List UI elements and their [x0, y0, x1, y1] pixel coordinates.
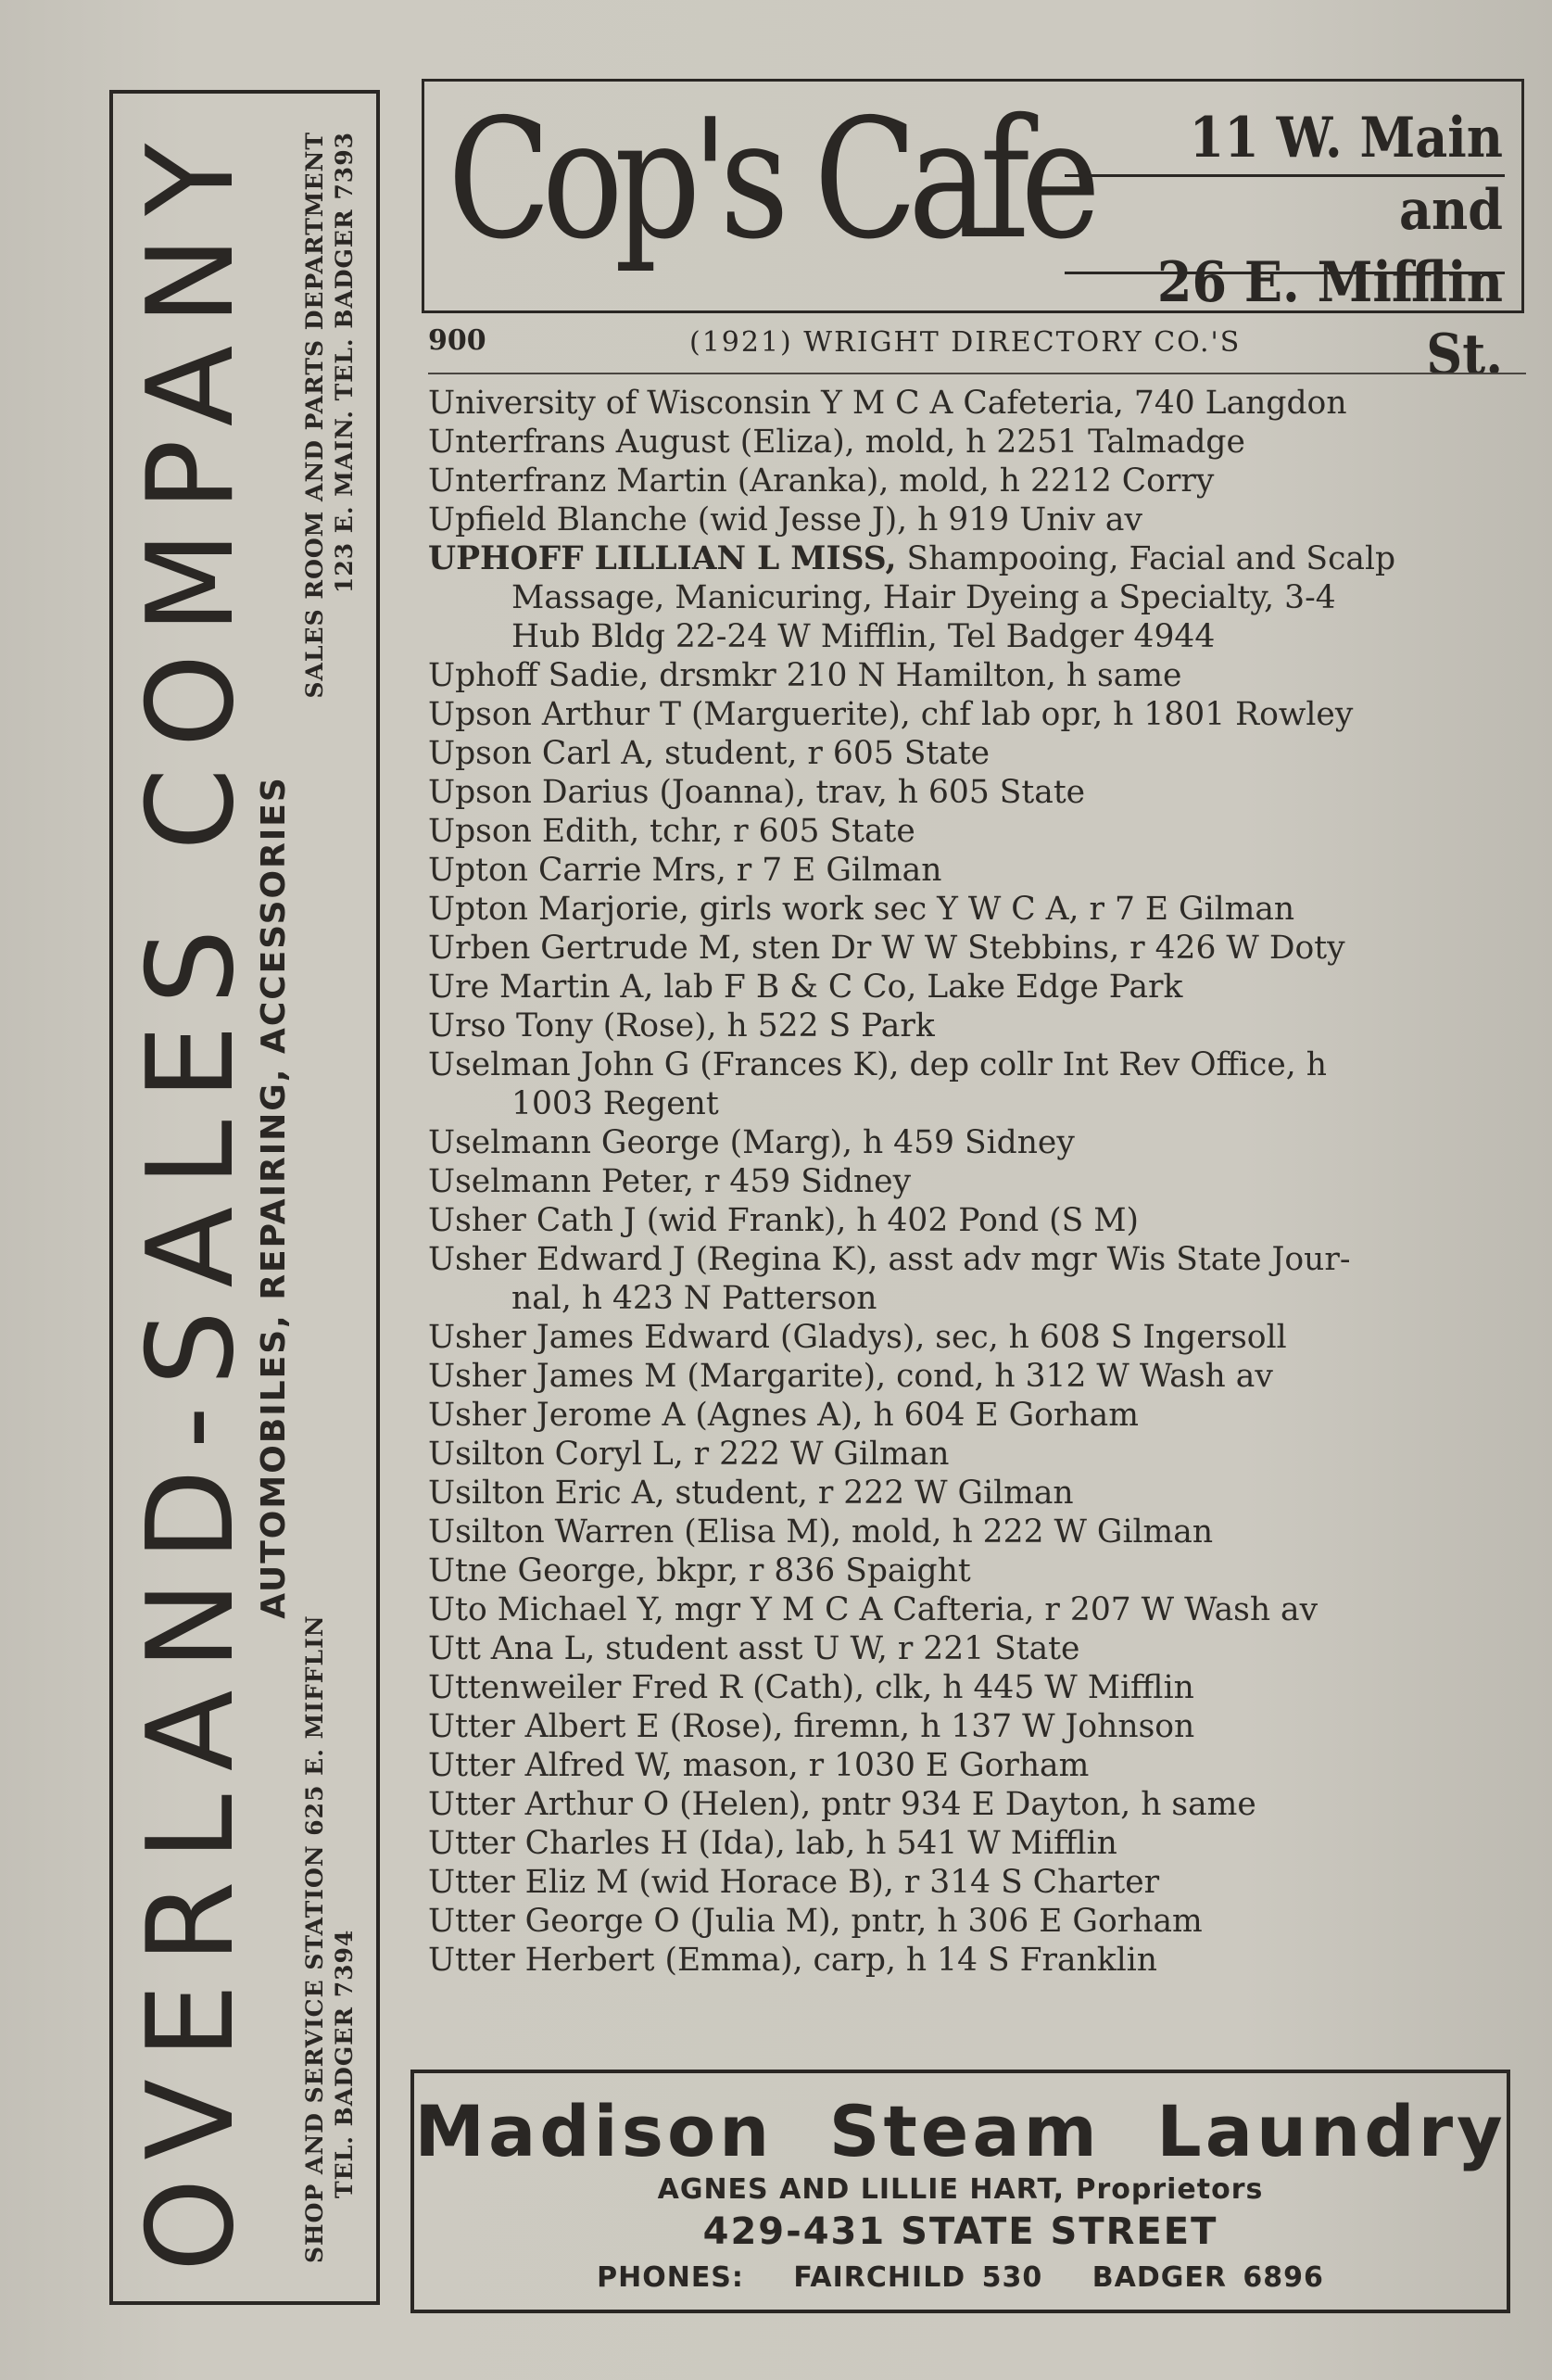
- cops-cafe-rule-2: [1065, 272, 1505, 274]
- entry-line: [428, 462, 1540, 500]
- directory-entry: [428, 773, 1540, 812]
- directory-entry: [428, 1551, 1540, 1590]
- overland-sales-ad: [109, 90, 380, 2305]
- entry-text: Upton Carrie Mrs, r 7 E Gilman: [428, 852, 942, 889]
- entry-line: [428, 656, 1540, 695]
- entry-line: [428, 1629, 1540, 1668]
- entry-text: Upson Edith, tchr, r 605 State: [428, 813, 915, 850]
- directory-entry: [428, 1902, 1540, 1941]
- entry-line: [428, 773, 1540, 812]
- directory-entry: [428, 656, 1540, 695]
- entry-line: [428, 1863, 1540, 1902]
- running-header: (1921) WRIGHT DIRECTORY CO.'S: [689, 326, 1242, 359]
- entry-line: [428, 1435, 1540, 1474]
- cops-cafe-name: Cop's Cafe: [448, 83, 1092, 275]
- laundry-name: Madison Steam Laundry: [414, 2090, 1507, 2172]
- entry-line: [428, 1045, 1540, 1084]
- directory-entry: [428, 1474, 1540, 1513]
- entry-line: [428, 1240, 1540, 1279]
- entry-text: Upton Marjorie, girls work sec Y W C A, r 7 E Gilman: [428, 891, 1295, 928]
- directory-entry: [428, 1590, 1540, 1629]
- directory-entry: [428, 1045, 1540, 1123]
- entry-line: [428, 695, 1540, 734]
- directory-entry: [428, 695, 1540, 734]
- entry-text: Uselmann Peter, r 459 Sidney: [428, 1163, 912, 1200]
- overland-sales-title: OVERLAND-SALES COMPANY: [122, 122, 260, 2272]
- directory-entries: [428, 384, 1540, 1980]
- directory-entry: [428, 423, 1540, 462]
- directory-entry: [428, 1357, 1540, 1396]
- entry-line: [428, 1785, 1540, 1824]
- sales-address: 123 E. MAIN.: [331, 410, 358, 594]
- cops-cafe-address-line1: 11 W. Main and: [1189, 106, 1503, 243]
- entry-line: [428, 1902, 1540, 1941]
- entry-text: Utt Ana L, student asst U W, r 221 State: [428, 1630, 1080, 1667]
- entry-text: Uselman John G (Frances K), dep collr Int Rev Office, h: [428, 1046, 1327, 1083]
- directory-entry: [428, 1785, 1540, 1824]
- entry-text: Utne George, bkpr, r 836 Spaight: [428, 1552, 971, 1589]
- entry-text: Usilton Warren (Elisa M), mold, h 222 W Gilman: [428, 1513, 1214, 1551]
- entry-text: Usher James M (Margarite), cond, h 312 W Wash av: [428, 1358, 1273, 1395]
- entry-line: [428, 1318, 1540, 1357]
- overland-sales-ad-content: [120, 104, 370, 2291]
- sales-tel: TEL. BADGER 7393: [331, 132, 358, 401]
- sales-room: SALES ROOM AND PARTS DEPARTMENT: [301, 132, 328, 699]
- laundry-proprietors: AGNES AND LILLIE HART, Proprietors: [657, 2173, 1264, 2206]
- entry-line: [428, 1513, 1540, 1551]
- entry-line: [428, 1551, 1540, 1590]
- entry-text: Upson Carl A, student, r 605 State: [428, 735, 991, 772]
- entry-continuation: nal, h 423 N Patterson: [511, 1280, 877, 1317]
- phones-label: PHONES:: [597, 2261, 744, 2294]
- entry-line: [428, 734, 1540, 773]
- directory-entry: [428, 1318, 1540, 1357]
- cops-cafe-rule-1: [1065, 174, 1505, 177]
- entry-text: Uttenweiler Fred R (Cath), clk, h 445 W Mifflin: [428, 1669, 1194, 1706]
- cops-cafe-address-line2: 26 E. Mifflin St.: [1156, 250, 1503, 387]
- entry-line: [428, 500, 1540, 539]
- phone-fairchild: FAIRCHILD 530: [793, 2261, 1043, 2294]
- entry-line: [428, 384, 1540, 423]
- entry-continuation: 1003 Regent: [511, 1085, 719, 1122]
- header-divider: [428, 373, 1526, 374]
- directory-entry: [428, 1707, 1540, 1746]
- directory-entry: [428, 1668, 1540, 1707]
- directory-entry: [428, 1863, 1540, 1902]
- directory-entry: [428, 1513, 1540, 1551]
- entry-line: [428, 851, 1540, 890]
- directory-entry: [428, 1162, 1540, 1201]
- entry-line: [428, 1162, 1540, 1201]
- shop-tel: TEL. BADGER 7394: [331, 1929, 358, 2198]
- entry-line: [428, 1396, 1540, 1435]
- directory-entry: [428, 1435, 1540, 1474]
- directory-entry: [428, 462, 1540, 500]
- entry-text: Usilton Eric A, student, r 222 W Gilman: [428, 1475, 1074, 1512]
- entry-text: Unterfrans August (Eliza), mold, h 2251 Talmadge: [428, 424, 1245, 461]
- entry-line: [428, 1123, 1540, 1162]
- directory-entry: [428, 734, 1540, 773]
- entry-line: [428, 1668, 1540, 1707]
- entry-text: Ure Martin A, lab F B & C Co, Lake Edge Park: [428, 968, 1183, 1006]
- entry-text: Utter Albert E (Rose), firemn, h 137 W Johnson: [428, 1708, 1195, 1745]
- entry-text: Utter Arthur O (Helen), pntr 934 E Dayton, h same: [428, 1786, 1256, 1823]
- entry-line: [428, 890, 1540, 929]
- entry-line: [428, 1746, 1540, 1785]
- entry-text: Usher Cath J (wid Frank), h 402 Pond (S M): [428, 1202, 1139, 1239]
- entry-line: [428, 1590, 1540, 1629]
- entry-text: Utter Eliz M (wid Horace B), r 314 S Charter: [428, 1864, 1160, 1901]
- directory-entry: [428, 1396, 1540, 1435]
- entry-continuation: Massage, Manicuring, Hair Dyeing a Specialty, 3-4: [511, 579, 1336, 616]
- directory-entry: [428, 384, 1540, 423]
- entry-continuation: Hub Bldg 22-24 W Mifflin, Tel Badger 4944: [511, 618, 1216, 655]
- directory-entry: [428, 1941, 1540, 1980]
- directory-entry: [428, 1629, 1540, 1668]
- entry-line: [428, 539, 1540, 578]
- entry-text: Usilton Coryl L, r 222 W Gilman: [428, 1436, 950, 1473]
- entry-text: Utter Charles H (Ida), lab, h 541 W Mifflin: [428, 1825, 1117, 1862]
- entry-text: Usher Edward J (Regina K), asst adv mgr Wis State Jour-: [428, 1241, 1351, 1278]
- phone-badger: BADGER 6896: [1091, 2261, 1324, 2294]
- entry-text: Urben Gertrude M, sten Dr W W Stebbins, r 426 W Doty: [428, 930, 1345, 967]
- directory-entry: [428, 1824, 1540, 1863]
- entry-text: Utter Alfred W, mason, r 1030 E Gorham: [428, 1747, 1090, 1784]
- directory-entry: [428, 539, 1540, 656]
- entry-text: Uto Michael Y, mgr Y M C A Cafteria, r 207 W Wash av: [428, 1591, 1319, 1628]
- directory-entry: [428, 1123, 1540, 1162]
- entry-line: [428, 1707, 1540, 1746]
- directory-entry: [428, 1746, 1540, 1785]
- entry-line: [428, 423, 1540, 462]
- entry-text: Upfield Blanche (wid Jesse J), h 919 Univ av: [428, 501, 1142, 538]
- directory-entry: [428, 1201, 1540, 1240]
- madison-steam-laundry-ad: [410, 2070, 1510, 2313]
- entry-text: Usher Jerome A (Agnes A), h 604 E Gorham: [428, 1397, 1139, 1434]
- laundry-address: 429-431 STATE STREET: [702, 2210, 1218, 2253]
- overland-sales-subtitle: AUTOMOBILES, REPAIRING, ACCESSORIES: [255, 776, 293, 1619]
- entry-text: Uselmann George (Marg), h 459 Sidney: [428, 1124, 1075, 1161]
- entry-line: [428, 1006, 1540, 1045]
- entry-text: Upson Darius (Joanna), trav, h 605 State: [428, 774, 1086, 811]
- entry-text: Shampooing, Facial and Scalp: [906, 540, 1396, 577]
- entry-text: Usher James Edward (Gladys), sec, h 608 S Ingersoll: [428, 1319, 1287, 1356]
- entry-text: Uphoff Sadie, drsmkr 210 N Hamilton, h same: [428, 657, 1182, 694]
- shop-address: SHOP AND SERVICE STATION 625 E. MIFFLIN: [301, 1614, 328, 2263]
- entry-line: [428, 968, 1540, 1006]
- laundry-phones: [414, 2261, 1507, 2294]
- directory-entry: [428, 890, 1540, 929]
- entry-text: Urso Tony (Rose), h 522 S Park: [428, 1007, 935, 1044]
- entry-text: Unterfranz Martin (Aranka), mold, h 2212 Corry: [428, 462, 1215, 500]
- entry-bold-name: UPHOFF LILLIAN L MISS,: [428, 540, 897, 577]
- directory-entry: [428, 500, 1540, 539]
- directory-entry: [428, 929, 1540, 968]
- entry-text: Upson Arthur T (Marguerite), chf lab opr, h 1801 Rowley: [428, 696, 1354, 733]
- directory-entry: [428, 1240, 1540, 1318]
- directory-entry: [428, 1006, 1540, 1045]
- directory-entry: [428, 812, 1540, 851]
- entry-text: University of Wisconsin Y M C A Cafeteria, 740 Langdon: [428, 385, 1347, 422]
- entry-line: [428, 1824, 1540, 1863]
- entry-text: Utter Herbert (Emma), carp, h 14 S Franklin: [428, 1942, 1157, 1979]
- entry-line: [428, 1941, 1540, 1980]
- directory-entry: [428, 851, 1540, 890]
- entry-text: Utter George O (Julia M), pntr, h 306 E Gorham: [428, 1903, 1203, 1940]
- entry-line: [428, 1201, 1540, 1240]
- entry-line: [428, 812, 1540, 851]
- page-number: 900: [428, 324, 486, 357]
- entry-line: [428, 929, 1540, 968]
- entry-line: [428, 1474, 1540, 1513]
- directory-entry: [428, 968, 1540, 1006]
- entry-line: [428, 1357, 1540, 1396]
